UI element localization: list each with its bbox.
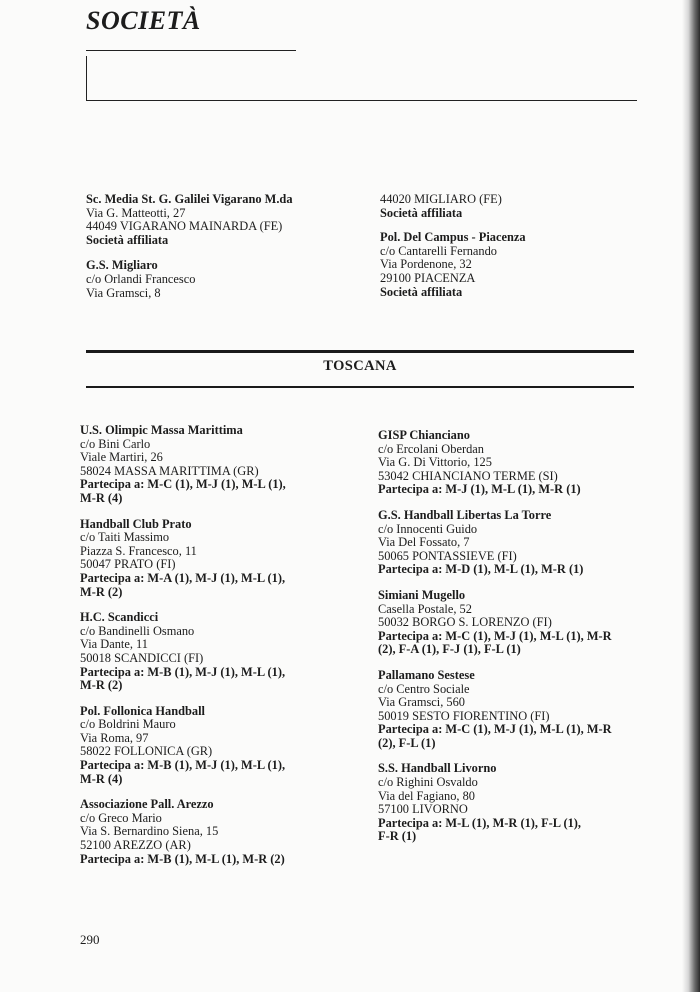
entry-line: c/o Righini Osvaldo xyxy=(378,775,478,790)
entry-name: Pallamano Sestese xyxy=(378,667,475,682)
entry-line: c/o Greco Mario xyxy=(80,810,162,825)
entry-line: c/o Boldrini Mauro xyxy=(80,717,176,732)
entry-line: Via S. Bernardino Siena, 15 xyxy=(80,824,219,839)
entry-line: Via del Fagiano, 80 xyxy=(378,788,475,803)
directory-entry-continued xyxy=(380,193,650,220)
entry-name: Pol. Follonica Handball xyxy=(80,703,205,718)
entry-line: c/o Orlandi Francesco xyxy=(86,271,196,286)
page-number: 290 xyxy=(80,932,100,947)
directory-entry xyxy=(378,669,668,751)
entry-name: Simiani Mugello xyxy=(378,587,466,602)
entry-participation: Partecipa a: M-J (1), M-L (1), M-R (1) xyxy=(378,482,581,497)
directory-entry xyxy=(378,762,668,844)
entry-name: G.S. Migliaro xyxy=(86,258,158,273)
section-title: TOSCANA xyxy=(323,358,397,374)
entry-line: Via Del Fossato, 7 xyxy=(378,535,470,550)
entry-name: H.C. Scandicci xyxy=(80,610,159,625)
entry-line: (2), F-L (1) xyxy=(378,735,436,750)
entry-line: Via G. Di Vittorio, 125 xyxy=(378,455,492,470)
entry-status: Società affiliata xyxy=(380,205,463,220)
column-bottom-left xyxy=(80,424,370,878)
entry-line: 53042 CHIANCIANO TERME (SI) xyxy=(378,468,558,483)
entry-name: Sc. Media St. G. Galilei Vigarano M.da xyxy=(86,192,293,206)
entry-line: c/o Taiti Massimo xyxy=(80,530,170,545)
entry-name: U.S. Olimpic Massa Marittima xyxy=(80,423,243,437)
directory-entry xyxy=(378,509,668,577)
entry-participation: Partecipa a: M-C (1), M-J (1), M-L (1), M-R xyxy=(378,722,612,737)
entry-line: Via G. Matteotti, 27 xyxy=(86,205,186,220)
entry-line: 44020 MIGLIARO (FE) xyxy=(380,192,502,206)
entry-participation: Partecipa a: M-A (1), M-J (1), M-L (1), xyxy=(80,570,286,585)
column-top-left xyxy=(86,193,376,312)
book-spine-shadow xyxy=(682,0,700,992)
section-rule-bottom xyxy=(86,386,634,388)
entry-line: Via Gramsci, 8 xyxy=(86,285,161,300)
entry-line: Via Gramsci, 560 xyxy=(378,695,466,710)
entry-line: M-R (4) xyxy=(80,490,123,505)
entry-line: 50019 SESTO FIORENTINO (FI) xyxy=(378,708,550,723)
entry-participation: Partecipa a: M-D (1), M-L (1), M-R (1) xyxy=(378,562,584,577)
entry-line: Via Pordenone, 32 xyxy=(380,257,472,272)
directory-entry xyxy=(80,611,370,693)
title-box xyxy=(86,56,637,101)
entry-line: Via Dante, 11 xyxy=(80,637,148,652)
entry-line: 52100 AREZZO (AR) xyxy=(80,838,191,853)
entry-line: 58024 MASSA MARITTIMA (GR) xyxy=(80,463,259,478)
entry-name: G.S. Handball Libertas La Torre xyxy=(378,507,552,522)
directory-entry xyxy=(86,193,376,247)
entry-name: GISP Chianciano xyxy=(378,428,470,442)
entry-line: F-R (1) xyxy=(378,829,417,844)
entry-line: c/o Bini Carlo xyxy=(80,436,151,451)
title-rule xyxy=(86,50,296,51)
entry-line: 44049 VIGARANO MAINARDA (FE) xyxy=(86,219,283,234)
entry-name: S.S. Handball Livorno xyxy=(378,761,497,776)
directory-entry xyxy=(80,518,370,600)
page-title: SOCIETÀ xyxy=(86,6,201,35)
entry-name: Handball Club Prato xyxy=(80,516,192,531)
entry-line: 50032 BORGO S. LORENZO (FI) xyxy=(378,615,552,630)
column-bottom-right xyxy=(378,429,668,856)
entry-line: M-R (2) xyxy=(80,678,123,693)
entry-participation: Partecipa a: M-C (1), M-J (1), M-L (1), xyxy=(80,477,286,492)
entry-line: Piazza S. Francesco, 11 xyxy=(80,543,197,558)
entry-line: 50065 PONTASSIEVE (FI) xyxy=(378,548,517,563)
entry-line: Viale Martiri, 26 xyxy=(80,450,163,465)
directory-entry xyxy=(378,589,668,657)
directory-entry xyxy=(80,424,370,506)
column-top-right xyxy=(380,193,650,311)
entry-line: (2), F-A (1), F-J (1), F-L (1) xyxy=(378,642,521,657)
entry-participation: Partecipa a: M-L (1), M-R (1), F-L (1), xyxy=(378,815,582,830)
entry-name: Pol. Del Campus - Piacenza xyxy=(380,230,526,245)
directory-entry xyxy=(80,705,370,787)
entry-line: c/o Cantarelli Fernando xyxy=(380,243,497,258)
entry-line: c/o Centro Sociale xyxy=(378,681,470,696)
directory-entry xyxy=(86,259,376,300)
entry-line: Casella Postale, 52 xyxy=(378,601,472,616)
entry-line: c/o Bandinelli Osmano xyxy=(80,623,195,638)
directory-entry xyxy=(80,798,370,866)
entry-line: M-R (4) xyxy=(80,771,123,786)
section-rule-top xyxy=(86,350,634,353)
entry-line: 29100 PIACENZA xyxy=(380,270,476,285)
entry-line: Via Roma, 97 xyxy=(80,730,149,745)
entry-line: 50047 PRATO (FI) xyxy=(80,557,176,572)
entry-status: Società affiliata xyxy=(86,232,169,247)
entry-line: c/o Innocenti Guido xyxy=(378,521,478,536)
entry-participation: Partecipa a: M-B (1), M-L (1), M-R (2) xyxy=(80,851,285,866)
entry-line: 58022 FOLLONICA (GR) xyxy=(80,744,213,759)
entry-participation: Partecipa a: M-B (1), M-J (1), M-L (1), xyxy=(80,664,286,679)
entry-line: M-R (2) xyxy=(80,584,123,599)
entry-name: Associazione Pall. Arezzo xyxy=(80,797,214,812)
entry-status: Società affiliata xyxy=(380,284,463,299)
directory-entry xyxy=(380,231,650,299)
entry-line: 57100 LIVORNO xyxy=(378,802,468,817)
entry-participation: Partecipa a: M-B (1), M-J (1), M-L (1), xyxy=(80,758,286,773)
directory-entry xyxy=(378,429,668,497)
entry-line: 50018 SCANDICCI (FI) xyxy=(80,650,204,665)
entry-participation: Partecipa a: M-C (1), M-J (1), M-L (1), M-R xyxy=(378,628,612,643)
entry-line: c/o Ercolani Oberdan xyxy=(378,441,484,456)
